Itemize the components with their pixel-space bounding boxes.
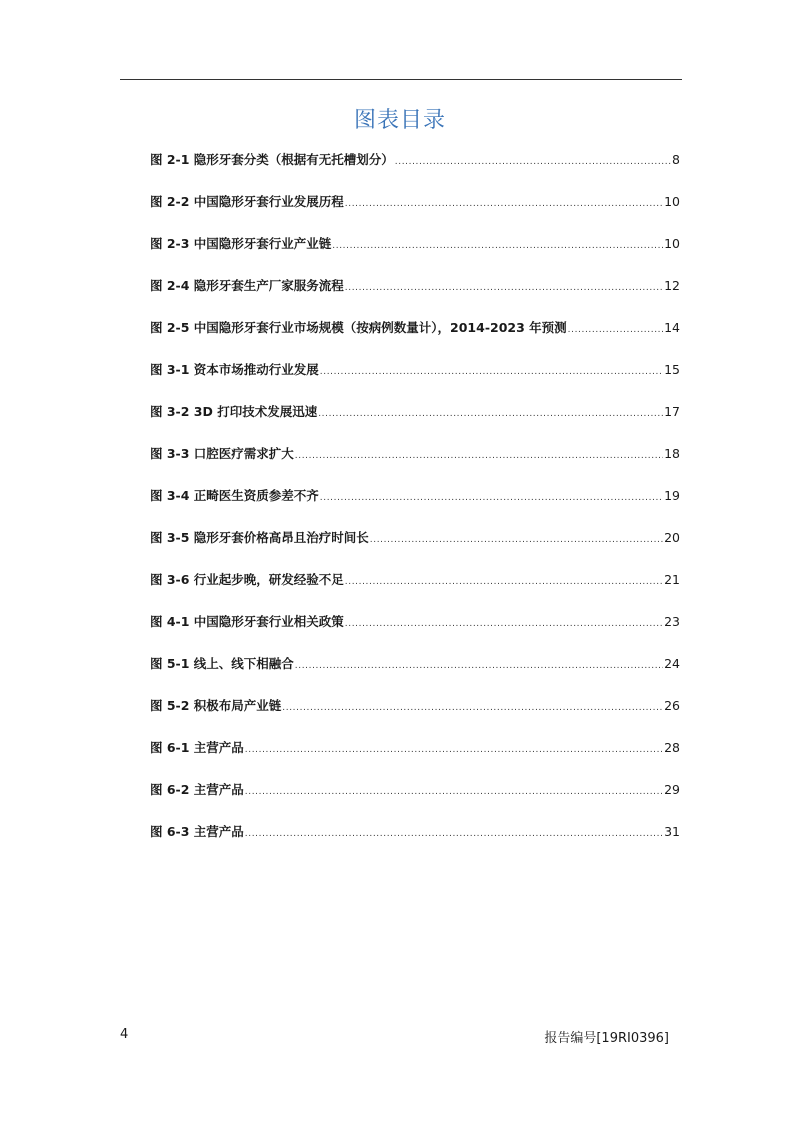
- toc-leader-dots: [320, 360, 663, 384]
- toc-entry[interactable]: [150, 190, 680, 232]
- toc-entry[interactable]: [150, 274, 680, 316]
- toc-leader-dots: [245, 822, 663, 846]
- toc-entry[interactable]: [150, 442, 680, 484]
- toc-entry-label: 图 2-3 中国隐形牙套行业产业链: [150, 236, 332, 251]
- toc-entry-page: 12: [664, 278, 680, 293]
- footer-page-number: 4: [120, 1027, 129, 1042]
- toc-entry[interactable]: [150, 610, 680, 652]
- toc-leader-dots: [295, 654, 663, 678]
- toc-entry-label: 图 3-2 3D 打印技术发展迅速: [150, 404, 318, 419]
- toc-entry-label: 图 2-2 中国隐形牙套行业发展历程: [150, 194, 344, 209]
- toc-entry[interactable]: [150, 148, 680, 190]
- toc-leader-dots: [370, 528, 663, 552]
- toc-leader-dots: [568, 318, 663, 342]
- toc-entry-label: 图 3-3 口腔医疗需求扩大: [150, 446, 294, 461]
- toc-entry-label: 图 2-5 中国隐形牙套行业市场规模（按病例数量计），2014-2023 年预测: [150, 320, 567, 335]
- toc-leader-dots: [345, 612, 663, 636]
- toc-entry-page: 10: [664, 236, 680, 251]
- toc-leader-dots: [282, 696, 663, 720]
- toc-entry-page: 19: [664, 488, 680, 503]
- toc-leader-dots: [320, 486, 663, 510]
- toc-entry-label: 图 2-1 隐形牙套分类（根据有无托槽划分）: [150, 152, 394, 167]
- toc-entry[interactable]: [150, 736, 680, 778]
- toc-entry-label: 图 6-2 主营产品: [150, 782, 244, 797]
- toc-leader-dots: [332, 234, 663, 258]
- toc-leader-dots: [345, 570, 663, 594]
- toc-entry-page: 29: [664, 782, 680, 797]
- toc-entry-label: 图 3-5 隐形牙套价格高昂且治疗时间长: [150, 530, 369, 545]
- toc-leader-dots: [345, 192, 663, 216]
- toc-entry-page: 23: [664, 614, 680, 629]
- toc-entry[interactable]: [150, 358, 680, 400]
- toc-entry-label: 图 3-6 行业起步晚，研发经验不足: [150, 572, 344, 587]
- toc-leader-dots: [245, 780, 663, 804]
- toc-leader-dots: [295, 444, 663, 468]
- toc-list: [150, 148, 680, 862]
- toc-leader-dots: [345, 276, 663, 300]
- toc-entry[interactable]: [150, 484, 680, 526]
- toc-entry-page: 15: [664, 362, 680, 377]
- toc-entry[interactable]: [150, 232, 680, 274]
- toc-entry[interactable]: [150, 778, 680, 820]
- toc-leader-dots: [395, 150, 671, 174]
- toc-entry[interactable]: [150, 694, 680, 736]
- toc-entry-label: 图 6-1 主营产品: [150, 740, 244, 755]
- toc-entry[interactable]: [150, 526, 680, 568]
- toc-entry[interactable]: [150, 820, 680, 862]
- toc-entry-page: 14: [664, 320, 680, 335]
- toc-entry-label: 图 5-1 线上、线下相融合: [150, 656, 294, 671]
- toc-entry[interactable]: [150, 316, 680, 358]
- toc-entry-label: 图 3-4 正畸医生资质参差不齐: [150, 488, 319, 503]
- toc-entry-page: 31: [664, 824, 680, 839]
- toc-leader-dots: [318, 402, 663, 426]
- toc-entry-page: 21: [664, 572, 680, 587]
- toc-entry-label: 图 5-2 积极布局产业链: [150, 698, 282, 713]
- toc-entry-page: 18: [664, 446, 680, 461]
- toc-entry-page: 8: [672, 152, 680, 167]
- toc-entry-page: 28: [664, 740, 680, 755]
- toc-entry[interactable]: [150, 652, 680, 694]
- toc-entry-page: 17: [664, 404, 680, 419]
- toc-entry-label: 图 2-4 隐形牙套生产厂家服务流程: [150, 278, 344, 293]
- toc-entry[interactable]: [150, 568, 680, 610]
- header-rule: [120, 79, 682, 80]
- toc-entry-page: 26: [664, 698, 680, 713]
- toc-entry-label: 图 3-1 资本市场推动行业发展: [150, 362, 319, 377]
- toc-leader-dots: [245, 738, 663, 762]
- toc-entry-page: 24: [664, 656, 680, 671]
- toc-entry-page: 20: [664, 530, 680, 545]
- page-title: 图表目录: [353, 108, 446, 133]
- toc-entry-label: 图 4-1 中国隐形牙套行业相关政策: [150, 614, 344, 629]
- footer-report-number: 报告编号[19RI0396]: [544, 1031, 669, 1046]
- toc-entry[interactable]: [150, 400, 680, 442]
- toc-entry-page: 10: [664, 194, 680, 209]
- toc-entry-label: 图 6-3 主营产品: [150, 824, 244, 839]
